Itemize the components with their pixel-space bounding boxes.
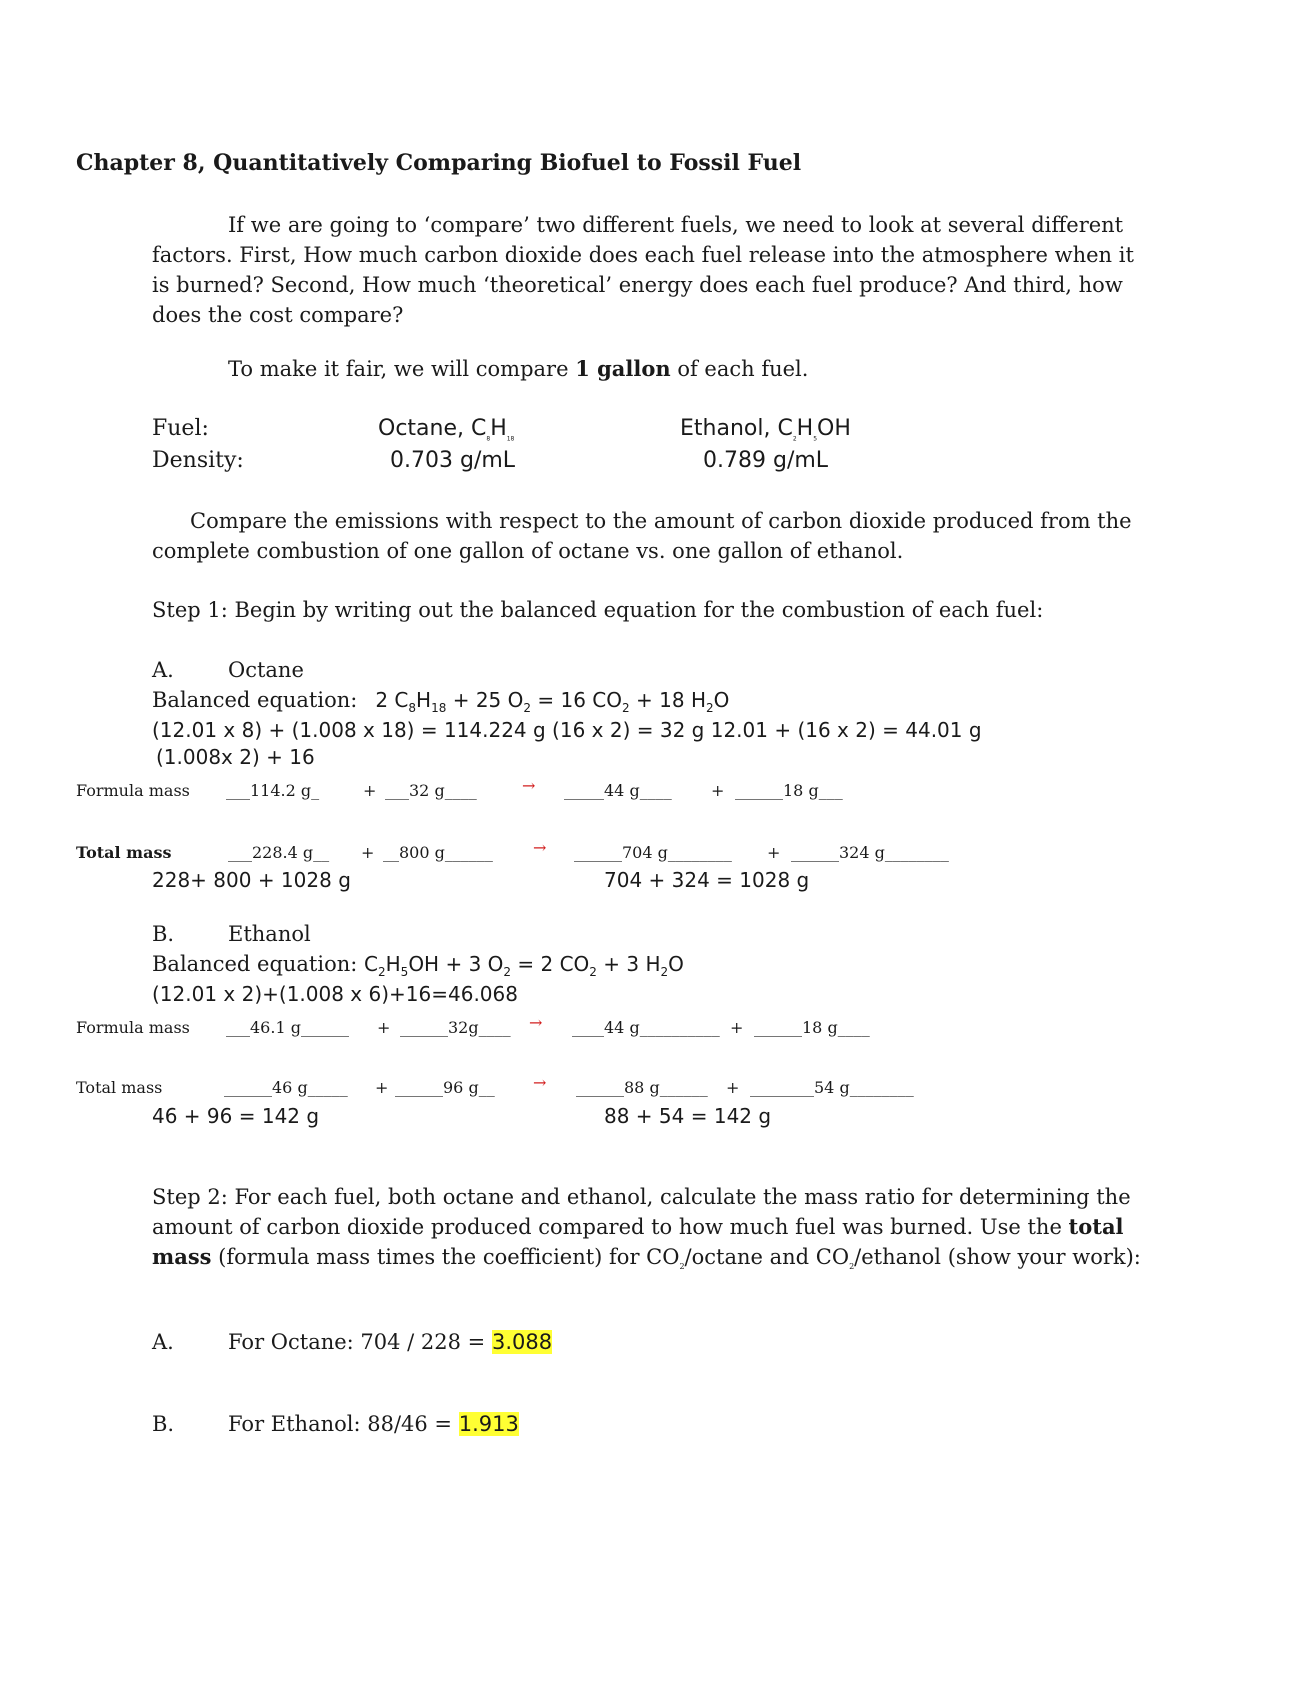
step2-text-a: Step 2: For each fuel, both octane and ethanol, calculate the mass ratio for determining the amount of carbon dioxide produced compared to how much fuel was burned. Use the — [152, 1185, 1131, 1239]
fair-suffix: of each fuel. — [670, 357, 809, 381]
plus-sign: + — [730, 1018, 744, 1037]
step2-text-d: /octane and CO — [684, 1245, 850, 1269]
page-title: Chapter 8, Quantitatively Comparing Biofuel to Fossil Fuel — [76, 150, 802, 176]
step2-paragraph — [152, 1182, 1142, 1282]
ethanol-total-h2o: ________54 g________ — [750, 1078, 914, 1097]
plus-sign: + — [726, 1078, 740, 1097]
answer-b-text: For Ethanol: 88/46 = — [228, 1412, 459, 1436]
octane-density: 0.703 g/mL — [390, 448, 516, 473]
plus-sign: + — [361, 843, 375, 862]
octane-eq-label: Balanced equation: — [152, 688, 358, 712]
octane-equation-line — [152, 688, 729, 715]
plus-sign: + — [711, 781, 725, 800]
ethanol-oh: OH — [817, 416, 851, 441]
octane-letter: A. — [152, 658, 174, 682]
plus-sign: + — [377, 1018, 391, 1037]
octane-sum-right: 704 + 324 = 1028 g — [604, 868, 810, 892]
step2-text-e: /ethanol (show your work): — [854, 1245, 1141, 1269]
answer-a-value: 3.088 — [491, 1330, 553, 1354]
octane-h: H — [490, 416, 507, 441]
ethanol-formula-mass-label: Formula mass — [76, 1018, 190, 1037]
octane-sub-c: 8 — [486, 435, 491, 443]
octane-total-octane: ___228.4 g__ — [228, 843, 330, 862]
plus-sign: + — [767, 843, 781, 862]
ethanol-formula-co2: ____44 g__________ — [572, 1018, 720, 1037]
ethanol-formula-o2: ______32g____ — [400, 1018, 511, 1037]
octane-calc-2: (1.008x 2) + 16 — [156, 745, 315, 769]
step1-heading: Step 1: Begin by writing out the balanced equation for the combustion of each fuel: — [152, 598, 1044, 622]
ethanol-total-o2: ______96 g__ — [395, 1078, 495, 1097]
octane-formula — [378, 416, 514, 442]
octane-calc-1: (12.01 x 8) + (1.008 x 18) = 114.224 g (16 x 2) = 32 g 12.01 + (16 x 2) = 44.01 g — [152, 718, 982, 742]
fair-line — [228, 356, 808, 381]
octane-formula-octane: ___114.2 g_ — [226, 781, 320, 800]
answer-a-text: For Octane: 704 / 228 = — [228, 1330, 492, 1354]
reaction-arrow-icon: → — [533, 1073, 547, 1092]
octane-total-h2o: ______324 g________ — [791, 843, 949, 862]
ethanol-sum-right: 88 + 54 = 142 g — [604, 1104, 772, 1128]
ethanol-formula — [680, 416, 851, 442]
step2-total-mass: total mass — [152, 1214, 1124, 1269]
octane-equation: 2 $C_8H_{18} + 25$ $O_2 = 16$ $CO_2 + 18$ $H_2O$ — [375, 688, 730, 715]
ethanol-equation-line — [152, 952, 684, 979]
ethanol-total-co2: ______88 g______ — [576, 1078, 708, 1097]
density-label: Density: — [152, 448, 244, 473]
ethanol-sum-left: 46 + 96 = 142 g — [152, 1104, 320, 1128]
ethanol-total-ethanol: ______46 g_____ — [224, 1078, 348, 1097]
octane-total-co2: ______704 g________ — [574, 843, 732, 862]
ethanol-density: 0.789 g/mL — [703, 448, 829, 473]
fair-bold: 1 gallon — [575, 356, 671, 381]
octane-formula-co2: _____44 g____ — [564, 781, 672, 800]
octane-total-mass-label: Total mass — [76, 843, 172, 862]
ethanol-total-mass-label: Total mass — [76, 1078, 163, 1097]
plus-sign: + — [375, 1078, 389, 1097]
reaction-arrow-icon: → — [533, 838, 547, 857]
ethanol-eq-label: Balanced equation: — [152, 952, 365, 976]
answer-b — [228, 1412, 519, 1436]
fuel-label: Fuel: — [152, 416, 209, 441]
plus-sign: + — [363, 781, 377, 800]
ethanol-equation: $C_2H_5OH + 3$ $O_2 = 2$ $CO_2 + 3$ $H_2O$ — [364, 952, 684, 979]
ethanol-sub-c: 2 — [792, 435, 797, 443]
octane-heading: Octane — [228, 658, 304, 682]
answer-b-value: 1.913 — [458, 1412, 519, 1436]
octane-sum-left: 228+ 800 + 1028 g — [152, 868, 351, 892]
ethanol-sub-h: 5 — [813, 435, 818, 443]
octane-sub-h: 18 — [506, 435, 515, 443]
octane-total-o2: __800 g______ — [383, 843, 493, 862]
ethanol-heading: Ethanol — [228, 922, 311, 946]
step2-sub-1: 2 — [679, 1262, 685, 1272]
reaction-arrow-icon: → — [529, 1013, 543, 1032]
reaction-arrow-icon: → — [522, 776, 536, 795]
ethanol-formula-h2o: ______18 g____ — [754, 1018, 870, 1037]
ethanol-calc-1: (12.01 x 2)+(1.008 x 6)+16=46.068 — [152, 982, 518, 1006]
answer-a — [228, 1330, 552, 1354]
ethanol-formula-ethanol: ___46.1 g______ — [226, 1018, 349, 1037]
compare-paragraph: Compare the emissions with respect to the amount of carbon dioxide produced from the complete combustion of one gallon of octane vs. one gallon of ethanol. — [152, 509, 1132, 563]
ethanol-letter: B. — [152, 922, 175, 946]
octane-name: Octane, C — [378, 416, 487, 441]
answer-a-letter: A. — [152, 1330, 174, 1354]
fair-prefix: To make it fair, we will compare — [228, 357, 576, 381]
step2-text-c: (formula mass times the coefficient) for CO — [211, 1245, 680, 1269]
answer-b-letter: B. — [152, 1412, 175, 1436]
octane-formula-h2o: ______18 g___ — [735, 781, 843, 800]
intro-paragraph: If we are going to ‘compare’ two different fuels, we need to look at several different factors. First, How much carbon dioxide does each fuel release into the atmosphere when it is burned? Second, How much ‘theoretical’ energy does each fuel produce? And third, how does the cost compare? — [152, 213, 1134, 327]
step2-sub-2: 2 — [849, 1262, 855, 1272]
octane-formula-o2: ___32 g____ — [385, 781, 477, 800]
ethanol-h: H — [796, 416, 814, 441]
octane-formula-mass-label: Formula mass — [76, 781, 190, 800]
ethanol-name: Ethanol, C — [680, 416, 793, 441]
